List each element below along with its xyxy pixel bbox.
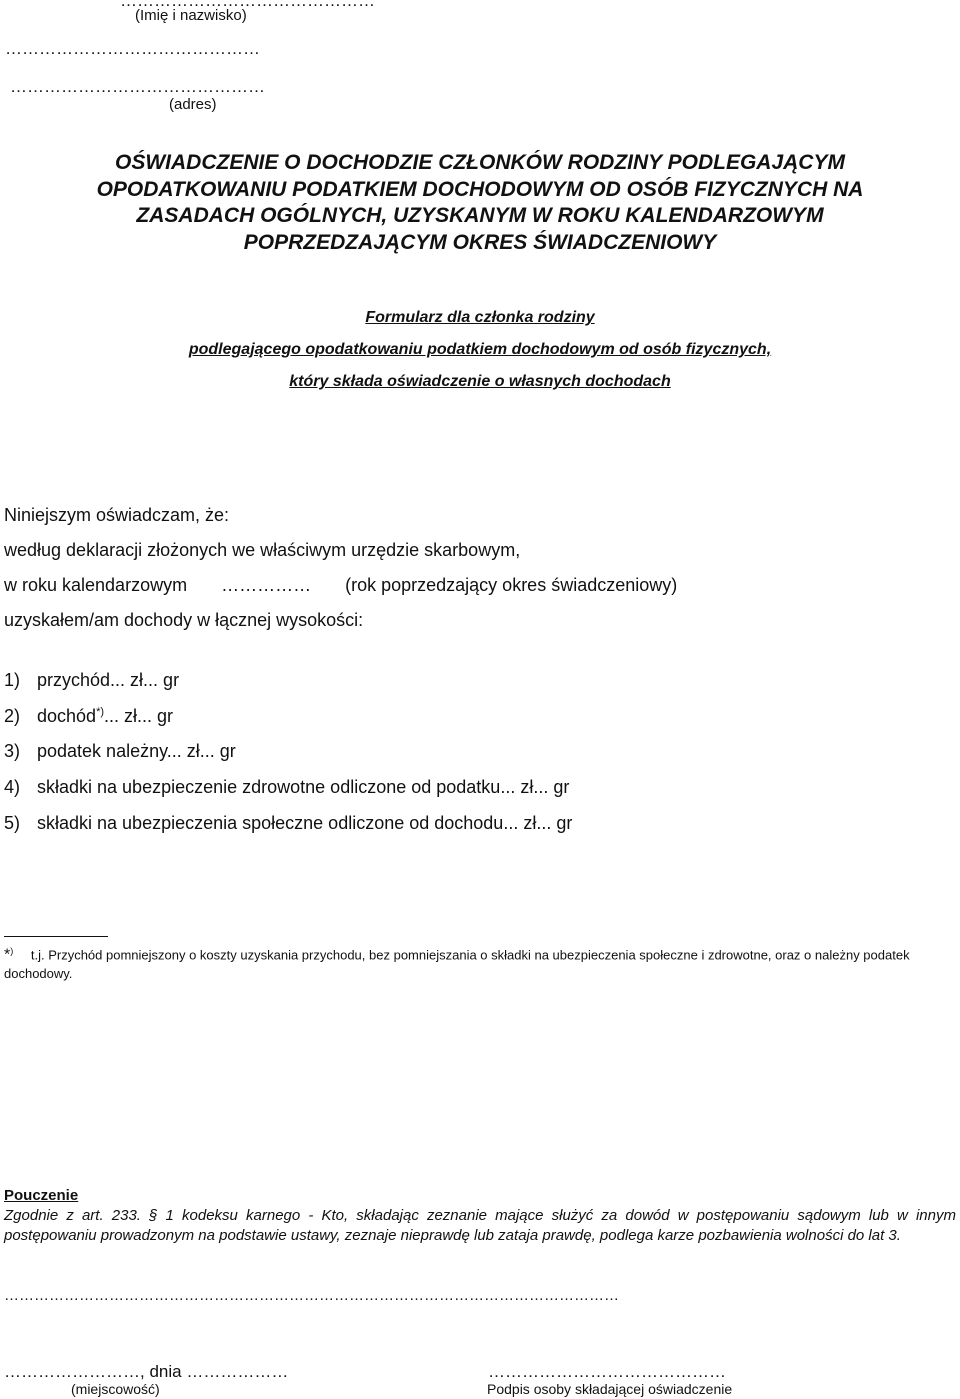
title-line: OŚWIADCZENIE O DOCHODZIE CZŁONKÓW RODZINY PODLEGAJĄCYM — [115, 151, 845, 174]
separator-dots: …………………………………………………………………………………………………………… — [4, 1287, 619, 1304]
place-date-row — [4, 1362, 288, 1382]
title-line: ZASADACH OGÓLNYCH, UZYSKANYM W ROKU KALENDARZOWYM — [136, 204, 824, 227]
item-label: przychód — [37, 670, 111, 690]
item-label: podatek należny — [37, 741, 167, 761]
item-number: 2) — [4, 706, 21, 726]
item-label: dochód — [37, 706, 97, 726]
declaration-intro: Niniejszym oświadczam, że: — [4, 505, 230, 525]
item-amount: ... zł... gr — [110, 670, 180, 690]
item-amount: ... zł... gr — [104, 706, 174, 726]
year-note: (rok poprzedzający okres świadczeniowy) — [345, 575, 678, 595]
item-number: 5) — [4, 813, 21, 833]
document-title — [0, 150, 960, 256]
title-line: OPODATKOWANIU PODATKIEM DOCHODOWYM OD OSÓB FIZYCZNYCH NA — [96, 177, 864, 201]
title-line: POPRZEDZAJĄCYM OKRES ŚWIADCZENIOWY — [243, 230, 717, 254]
name-dots: ……………………………………… — [120, 0, 375, 10]
subtitle-line: który składa oświadczenie o własnych dochodach — [289, 373, 671, 390]
item-number: 4) — [4, 777, 21, 797]
item-amount: ... zł... gr — [503, 813, 573, 833]
income-item — [4, 741, 236, 762]
address-dots-2: ……………………………………… — [10, 77, 265, 96]
item-number: 3) — [4, 741, 21, 761]
footnote — [4, 942, 954, 983]
pouczenie-heading: Pouczenie — [4, 1187, 79, 1204]
item-number: 1) — [4, 670, 21, 690]
income-item — [4, 777, 569, 798]
item-amount: ... zł... gr — [500, 777, 570, 797]
item-label: składki na ubezpieczenie zdrowotne odliczone od podatku — [37, 777, 501, 797]
footnote-marker-sup: ) — [10, 946, 14, 956]
declaration-line: uzyskałem/am dochody w łącznej wysokości: — [4, 610, 364, 630]
address-label: (adres) — [169, 96, 217, 113]
place-dots: …………………… — [4, 1362, 140, 1381]
place-label: (miejscowość) — [71, 1381, 160, 1397]
subtitle-line: Formularz dla członka rodziny — [365, 309, 595, 326]
dnia-label: , dnia — [140, 1362, 182, 1381]
item-amount: ... zł... gr — [166, 741, 236, 761]
signature-dots: …………………………………… — [488, 1362, 726, 1381]
pouczenie-text: Zgodnie z art. 233. § 1 kodeksu karnego - Kto, składając zeznanie mające służyć za dowód w postępowaniu sądowym lub w innym postępowaniu prowadzonym na podstawie ustawy, zeznaje nieprawdę lub zataja prawdę, podlega karze pozbawienia wolności do lat 3. — [4, 1207, 956, 1244]
date-dots: ……………… — [186, 1362, 289, 1381]
year-label: w roku kalendarzowym — [4, 575, 188, 595]
signature-label: Podpis osoby składającej oświadczenie — [487, 1381, 733, 1397]
income-item — [4, 670, 179, 691]
income-item — [4, 706, 173, 727]
income-item — [4, 813, 572, 834]
declaration-year-line — [4, 575, 677, 596]
subtitle-line: podlegającego opodatkowaniu podatkiem dochodowym od osób fizycznych, — [188, 341, 772, 358]
footnote-marker: * — [4, 946, 11, 964]
footnote-ref: *) — [96, 706, 105, 718]
footnote-text: t.j. Przychód pomniejszony o koszty uzyskania przychodu, bez pomniejszania o składki na ubezpieczenia społeczne i zdrowotne, oraz o należny podatek dochodowy. — [4, 947, 910, 982]
item-label: składki na ubezpieczenia społeczne odliczone od dochodu — [37, 813, 504, 833]
footnote-divider — [4, 936, 108, 937]
name-label: (Imię i nazwisko) — [135, 7, 247, 24]
address-dots-1: ……………………………………… — [5, 39, 260, 58]
year-dots: …………… — [221, 575, 312, 595]
declaration-line: według deklaracji złożonych we właściwym urzędzie skarbowym, — [4, 540, 521, 560]
